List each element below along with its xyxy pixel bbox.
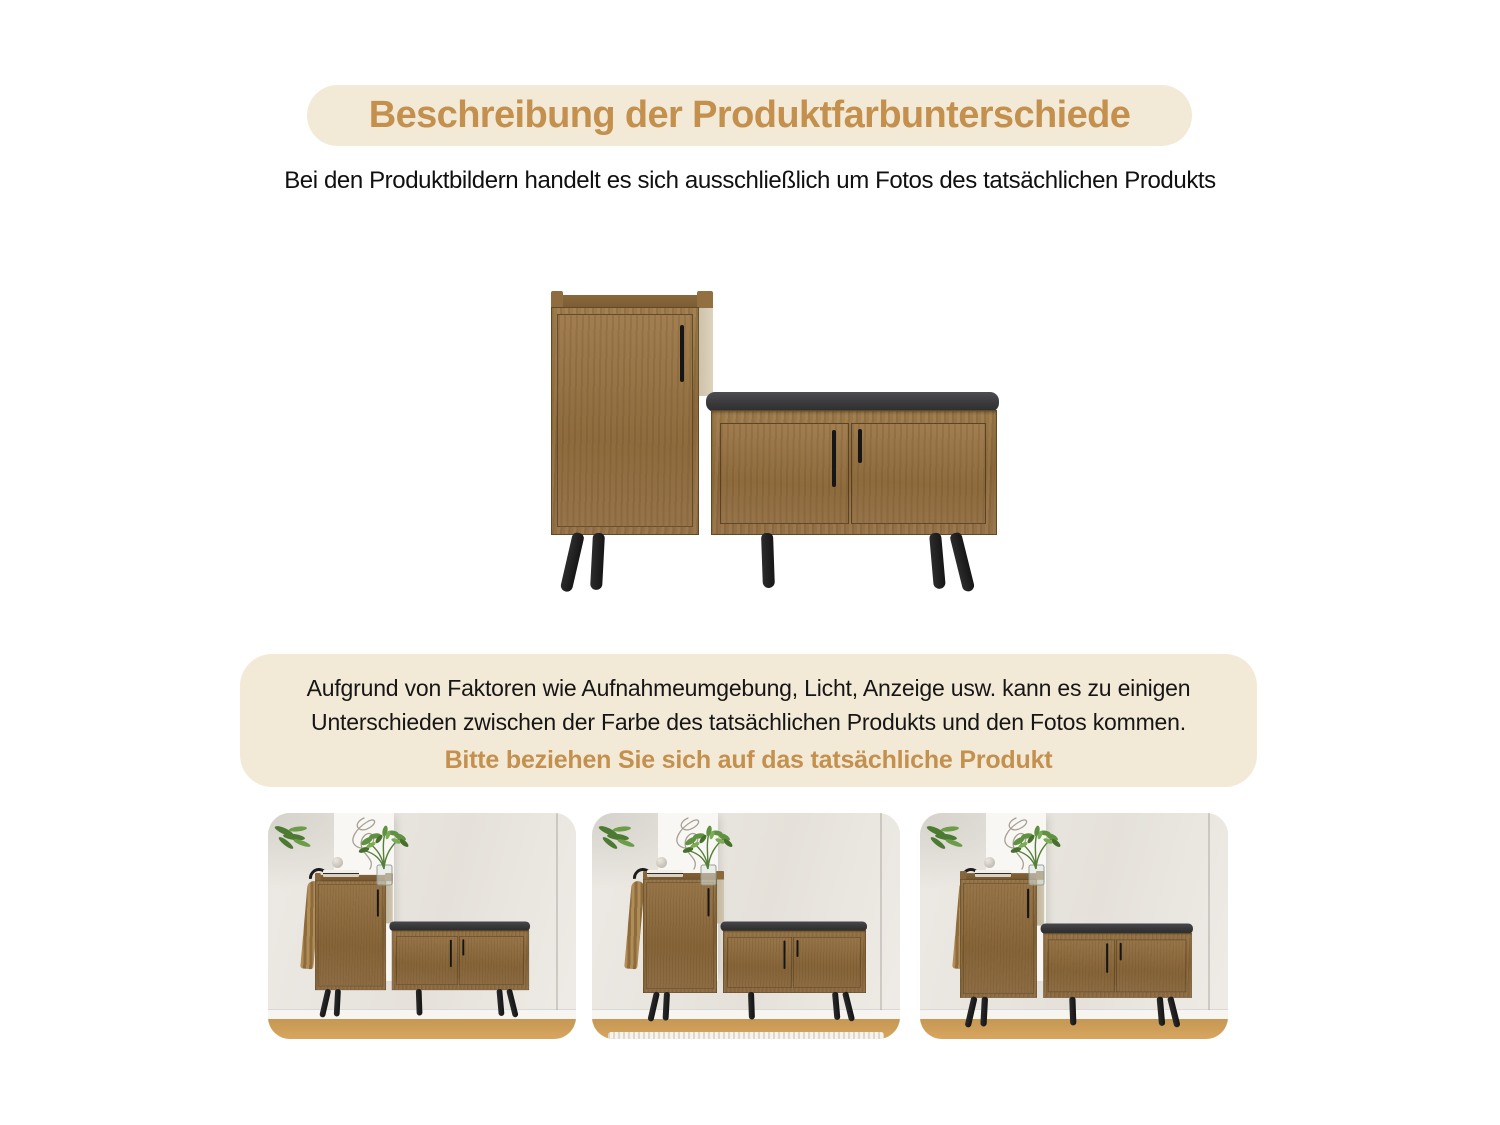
decor-sphere bbox=[332, 857, 343, 868]
furniture-leg bbox=[496, 989, 504, 1016]
bench-cabinet bbox=[1043, 933, 1192, 998]
info-line-1: Aufgrund von Faktoren wie Aufnahmeumgebung, Licht, Anzeige usw. kann es zu einigen bbox=[306, 675, 1191, 701]
furniture-leg bbox=[647, 991, 660, 1022]
wall-corner-line bbox=[880, 813, 882, 1010]
furniture-leg bbox=[949, 532, 975, 593]
furniture-leg bbox=[832, 992, 840, 1020]
info-highlight: Bitte beziehen Sie sich auf das tatsächliche Produkt bbox=[444, 746, 1053, 774]
plant-in-vase bbox=[1000, 823, 1070, 887]
tall-cabinet-handle bbox=[680, 325, 684, 382]
bench-door-left-handle bbox=[1106, 943, 1108, 973]
decor-sphere bbox=[656, 857, 667, 868]
page-title: Beschreibung der Produktfarbunterschiede bbox=[368, 94, 1131, 136]
bench-cabinet bbox=[711, 410, 997, 535]
fringe-carpet bbox=[608, 1032, 884, 1039]
bench-door-left-handle bbox=[784, 941, 786, 970]
bench-cabinet bbox=[392, 930, 529, 990]
tall-cabinet-handle bbox=[1027, 889, 1029, 919]
wood-floor bbox=[268, 1019, 576, 1039]
furniture-leg bbox=[506, 988, 519, 1017]
tall-cabinet-door bbox=[318, 884, 383, 986]
bench-door-right-handle bbox=[797, 940, 799, 957]
furniture-leg bbox=[1069, 997, 1076, 1026]
bench-door-right bbox=[1116, 940, 1186, 993]
bench-door-right bbox=[793, 937, 861, 988]
wall-corner-line bbox=[1208, 813, 1210, 1010]
tall-cabinet bbox=[643, 879, 717, 993]
color-difference-info-box bbox=[240, 654, 1257, 787]
back-panel-side bbox=[698, 308, 713, 396]
corner-plant-leaves-icon bbox=[596, 819, 654, 859]
bench-door-left-handle bbox=[450, 940, 452, 967]
furniture-leg bbox=[663, 992, 670, 1021]
bench-door-left bbox=[1048, 940, 1115, 993]
bench-door-right bbox=[851, 423, 986, 524]
furniture-leg bbox=[590, 533, 605, 591]
shoe-bench bbox=[551, 291, 997, 598]
plant-in-vase bbox=[672, 823, 742, 887]
main-product-photo bbox=[551, 291, 997, 598]
bench-cabinet bbox=[723, 931, 866, 994]
lifestyle-photo-3 bbox=[920, 813, 1228, 1039]
furniture-leg bbox=[929, 532, 946, 589]
plant-in-vase bbox=[348, 823, 418, 887]
bench-door-left-handle bbox=[832, 430, 836, 487]
furniture-leg bbox=[319, 989, 331, 1018]
furniture-leg bbox=[761, 533, 775, 588]
bench-door-left bbox=[720, 423, 849, 524]
tall-cabinet bbox=[551, 307, 699, 535]
furniture-leg bbox=[334, 989, 341, 1017]
furniture-leg bbox=[560, 532, 585, 593]
corner-plant-leaves-icon bbox=[924, 819, 982, 859]
decor-sphere bbox=[984, 857, 995, 868]
furniture-leg bbox=[748, 992, 755, 1020]
bench-door-right-handle bbox=[858, 429, 862, 463]
shoe-bench bbox=[960, 871, 1192, 1031]
tall-cabinet-door bbox=[557, 314, 693, 527]
info-line-2: Unterschieden zwischen der Farbe des tatsächlichen Produkts und den Fotos kommen. bbox=[311, 709, 1186, 735]
lifestyle-photo-2 bbox=[592, 813, 900, 1039]
furniture-leg bbox=[980, 997, 988, 1027]
bench-door-right-handle bbox=[462, 939, 464, 955]
tall-cabinet-door bbox=[963, 883, 1034, 994]
tall-cabinet bbox=[960, 879, 1037, 998]
bench-door-right bbox=[459, 936, 524, 984]
corner-plant-leaves-icon bbox=[272, 819, 330, 859]
bench-door-left bbox=[396, 936, 458, 984]
subtitle-text: Bei den Produktbildern handelt es sich ausschließlich um Fotos des tatsächlichen Produkts bbox=[284, 167, 1216, 194]
title-banner bbox=[307, 85, 1192, 146]
bench-door-left bbox=[728, 937, 793, 988]
bench-seat-cushion bbox=[706, 392, 999, 412]
wall-corner-line bbox=[556, 813, 558, 1010]
bench-door-right-handle bbox=[1120, 943, 1122, 961]
shoe-bench bbox=[315, 873, 529, 1020]
furniture-leg bbox=[416, 989, 423, 1016]
shoe-bench bbox=[643, 871, 866, 1025]
tall-cabinet-handle bbox=[708, 888, 710, 917]
back-panel-side bbox=[386, 881, 393, 923]
tall-cabinet bbox=[315, 881, 386, 990]
furniture-leg bbox=[1157, 997, 1166, 1027]
furniture-leg bbox=[1167, 996, 1181, 1028]
tall-cabinet-handle bbox=[377, 889, 379, 916]
furniture-leg bbox=[842, 991, 855, 1022]
tall-cabinet-door bbox=[646, 883, 714, 990]
lifestyle-photo-1 bbox=[268, 813, 576, 1039]
furniture-leg bbox=[965, 996, 978, 1028]
